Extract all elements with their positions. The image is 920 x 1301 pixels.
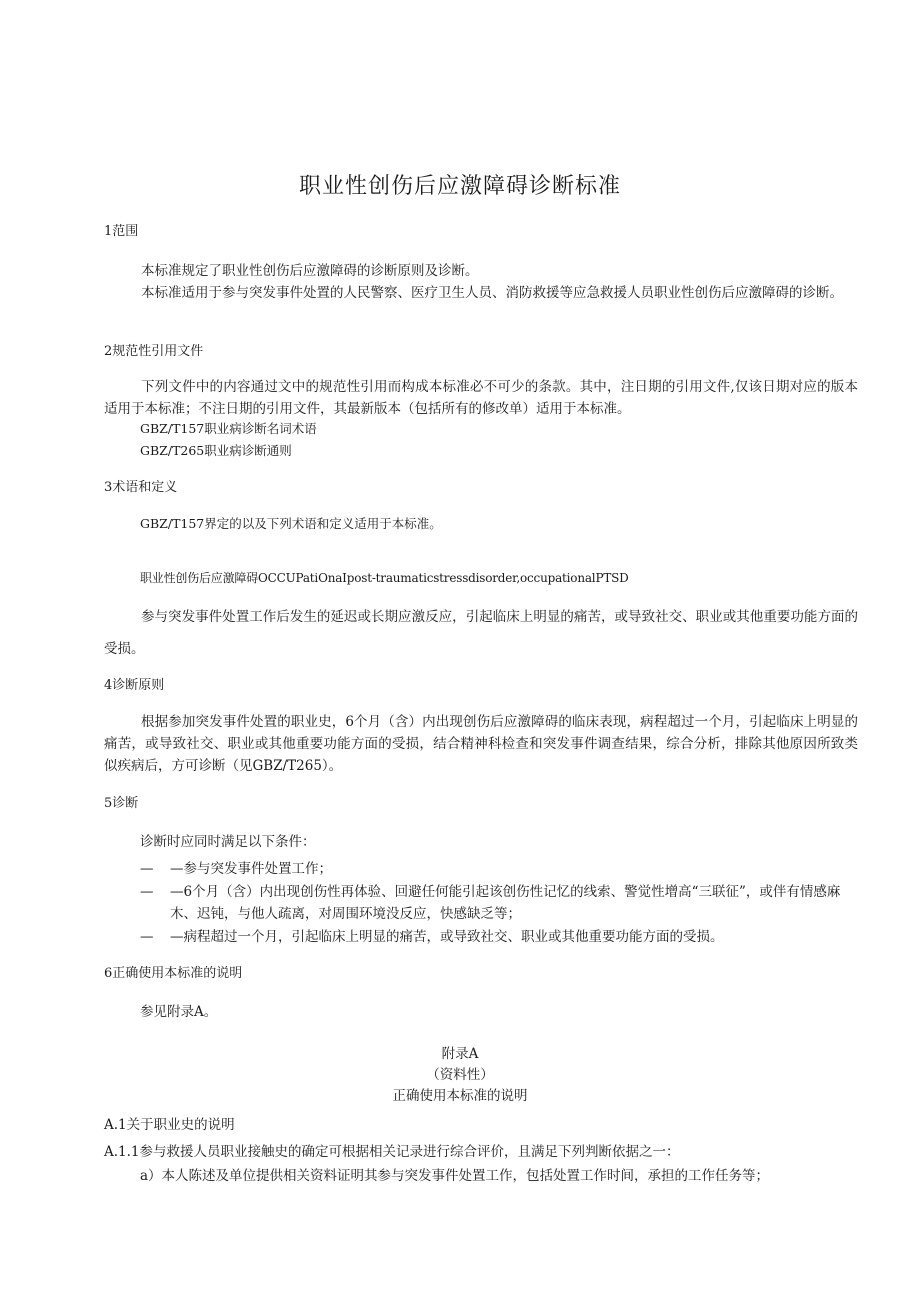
list-dash: — [140,861,154,877]
section-4-heading: 4诊断原则 [104,678,165,693]
appendix-type: （资料性） [426,1067,494,1083]
list-item [140,926,860,948]
appendix-a11-item-a: a）本人陈述及单位提供相关资料证明其参与突发事件处置工作，包括处置工作时间，承担的工作任务等； [140,1168,770,1184]
section-1-paragraph-1: 本标准规定了职业性创伤后应激障碍的诊断原则及诊断。 [141,263,479,279]
reference-gbz-t265: GBZ/T265职业病诊断通则 [140,443,292,458]
section-1-heading: 1范围 [104,224,139,239]
section-3-heading: 3术语和定义 [104,480,178,495]
section-2-heading: 2规范性引用文件 [104,344,204,359]
document-title: 职业性创伤后应激障碍诊断标准 [298,174,621,199]
appendix-title: 正确使用本标准的说明 [392,1088,528,1104]
section-4-paragraph-1: 根据参加突发事件处置的职业史，6个月（含）内出现创伤后应激障碍的临床表现，病程超过一个月，引起临床上明显的痛苦，或导致社交、职业或其他重要功能方面的受损，结合精神科检查和突发事件调查结果，综合分析，排除其他原因所致类似疾病后，方可诊断（见GBZ/T265）。 [104,714,858,774]
term-definition: 参与突发事件处置工作后发生的延迟或长期应激反应，引起临床上明显的痛苦，或导致社交、职业或其他重要功能方面的受损。 [104,609,858,657]
list-item-text: —病程超过一个月，引起临床上明显的痛苦，或导致社交、职业或其他重要功能方面的受损。 [170,929,724,945]
list-item-text: —6个月（含）内出现创伤性再体验、回避任何能引起该创伤性记忆的线索、警觉性增高“三联征”，或伴有情感麻木、迟钝，与他人疏离，对周围环境没反应，快感缺乏等； [170,884,841,922]
appendix-label: 附录A [441,1046,479,1062]
section-2-paragraph-1: 下列文件中的内容通过文中的规范性引用而构成本标准必不可少的条款。其中，注日期的引用文件,仅该日期对应的版本适用于本标准；不注日期的引用文件，其最新版本（包括所有的修改单）适用于本标准。 [104,379,858,417]
appendix-a11-paragraph: A.1.1参与救援人员职业接触史的确定可根据相关记录进行综合评价，且满足下列判断依据之一： [104,1144,680,1160]
list-item [140,858,860,880]
section-5-paragraph-1: 诊断时应同时满足以下条件： [140,834,316,850]
term-ptsd: 职业性创伤后应激障碍OCCUPatiOnaIpost-traumaticstressdisorder,occupationalPTSD [140,571,629,585]
appendix-a1-heading: A.1关于职业史的说明 [104,1117,235,1133]
list-item [140,881,860,925]
list-dash: — [140,929,154,945]
section-5-heading: 5诊断 [104,796,139,811]
reference-gbz-t157: GBZ/T157职业病诊断名词术语 [140,421,317,436]
section-6-paragraph-1: 参见附录A。 [140,1004,218,1020]
section-3-paragraph-1: GBZ/T157界定的以及下列术语和定义适用于本标准。 [140,516,442,531]
section-1-paragraph-2: 本标准适用于参与突发事件处置的人民警察、医疗卫生人员、消防救援等应急救援人员职业性创伤后应激障碍的诊断。 [141,285,843,301]
list-item-text: —参与突发事件处置工作； [170,861,332,877]
section-6-heading: 6正确使用本标准的说明 [104,966,243,981]
list-dash: — [140,884,154,900]
